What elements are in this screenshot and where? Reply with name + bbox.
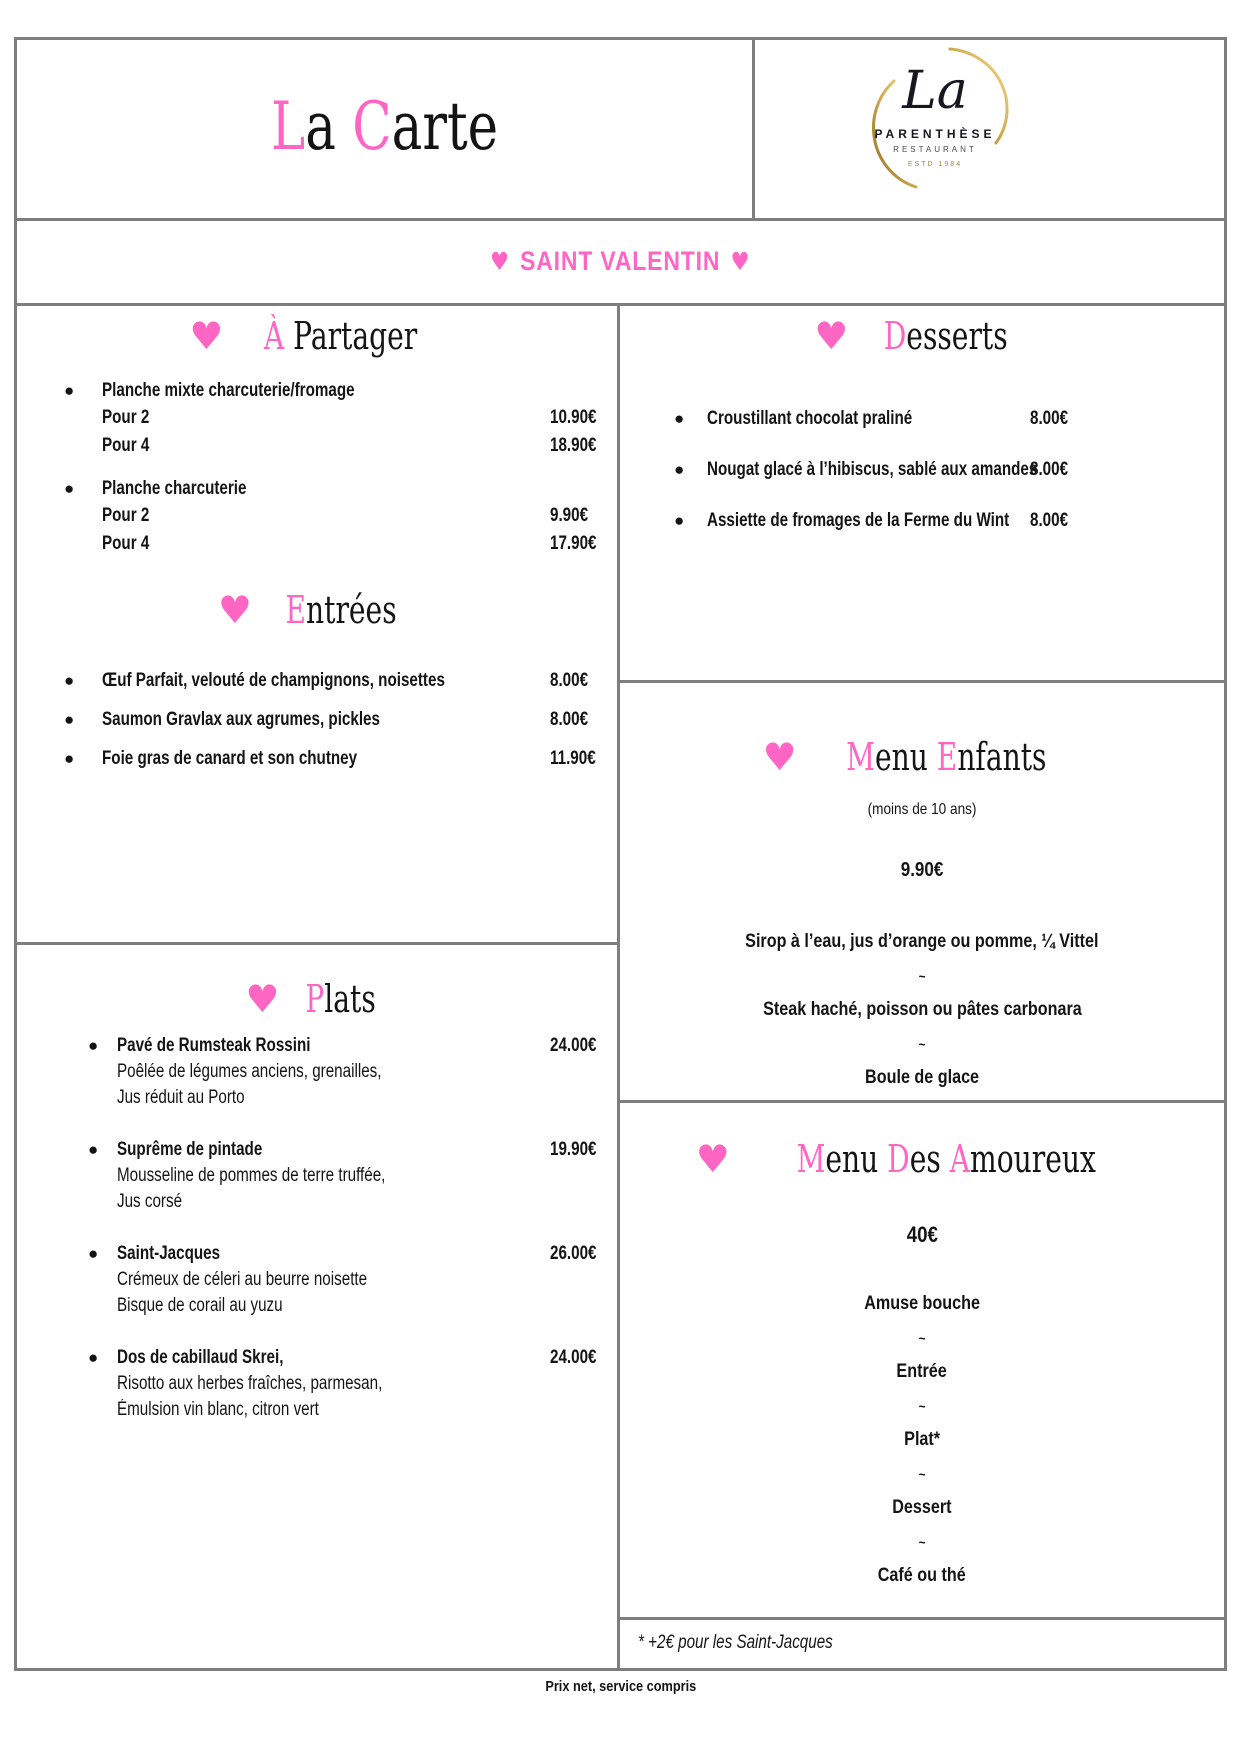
item-price: 8.00€	[550, 670, 589, 691]
header-logo-box	[752, 37, 1227, 221]
bullet-icon: ●	[88, 1348, 99, 1367]
separator-tilde: ~	[918, 1330, 926, 1346]
heart-icon: ♥	[814, 313, 849, 358]
section-menu-enfants-box	[617, 680, 1227, 1103]
heart-icon: ♥	[189, 313, 224, 358]
header-title-box	[14, 37, 755, 221]
bullet-icon: ●	[64, 381, 75, 400]
logo-subtitle: RESTAURANT	[893, 145, 977, 154]
bullet-icon: ●	[64, 479, 75, 498]
restaurant-logo	[860, 45, 1010, 195]
menu-item	[17, 476, 617, 558]
item-subline: Crémeux de céleri au beurre noisette	[117, 1269, 368, 1290]
separator-tilde: ~	[918, 1466, 926, 1482]
heart-icon: ♥	[490, 247, 511, 276]
menu-enfants-price: 9.90€	[900, 859, 944, 881]
section-plats-box	[14, 942, 620, 1671]
bullet-icon: ●	[64, 671, 75, 690]
item-price: 9.90€	[550, 505, 589, 526]
item-name: Saumon Gravlax aux agrumes, pickles	[102, 709, 380, 730]
desserts-items	[620, 406, 1224, 534]
heart-icon: ♥	[730, 247, 751, 276]
menu-item	[17, 378, 617, 460]
section-heading-entrees	[17, 582, 617, 636]
menu-item	[17, 707, 617, 733]
item-price: 8.00€	[550, 709, 589, 730]
menu-amoureux-price: 40€	[906, 1222, 938, 1247]
menu-item	[17, 1345, 617, 1423]
item-name: Œuf Parfait, velouté de champignons, noisettes	[102, 670, 445, 691]
item-price: 26.00€	[550, 1243, 597, 1264]
footer-note: Prix net, service compris	[545, 1678, 696, 1695]
section-menu-amoureux-box	[617, 1100, 1227, 1620]
item-name: Planche charcuterie	[102, 478, 247, 499]
menu-line: Café ou thé	[878, 1565, 966, 1586]
item-price: 10.90€	[550, 407, 597, 428]
menu-line: Steak haché, poisson ou pâtes carbonara	[762, 999, 1082, 1020]
heart-icon: ♥	[695, 1136, 730, 1181]
section-title-text: À Partager	[264, 313, 418, 358]
section-title-text: Entrées	[285, 587, 397, 632]
section-partager-entrees-box	[14, 303, 620, 945]
plats-items	[17, 1033, 617, 1423]
section-title-text: Menu Enfants	[845, 734, 1047, 779]
item-subline: Jus corsé	[117, 1191, 183, 1212]
section-heading-menu-amoureux	[620, 1131, 1224, 1185]
item-price: 8.00€	[1030, 510, 1069, 531]
logo-established: ESTD 1984	[907, 161, 963, 168]
item-price: 8.00€	[1030, 408, 1069, 429]
item-name: Pavé de Rumsteak Rossini	[117, 1035, 311, 1056]
item-name: Nougat glacé à l’hibiscus, sablé aux amandes	[707, 459, 1038, 480]
item-subline: Mousseline de pommes de terre truffée,	[117, 1165, 386, 1186]
menu-item	[17, 1033, 617, 1111]
banner-text: SAINT VALENTIN	[520, 246, 721, 276]
section-heading-desserts	[620, 308, 1224, 362]
bullet-icon: ●	[64, 710, 75, 729]
menu-amoureux-lines	[620, 1291, 1224, 1589]
bullet-icon: ●	[674, 511, 685, 530]
item-name: Suprême de pintade	[117, 1139, 263, 1160]
menu-item	[620, 457, 1224, 483]
logo-restaurant-name: PARENTHÈSE	[874, 127, 996, 141]
item-name: Croustillant chocolat praliné	[707, 408, 913, 429]
menu-line: Sirop à l’eau, jus d’orange ou pomme, ¼ Vittel	[745, 931, 1099, 952]
menu-item	[620, 508, 1224, 534]
banner-saint-valentin	[14, 218, 1227, 306]
menu-line: Amuse bouche	[864, 1293, 980, 1314]
heart-icon: ♥	[245, 976, 280, 1021]
item-subline: Pour 4 18.90€	[102, 432, 617, 460]
section-title-text: Menu Des Amoureux	[796, 1136, 1096, 1181]
menu-line: Boule de glace	[864, 1067, 979, 1088]
menu-enfants-lines	[620, 929, 1224, 1091]
footnote-box	[617, 1617, 1227, 1671]
item-subline: Pour 2 10.90€	[102, 404, 617, 432]
bullet-icon: ●	[88, 1140, 99, 1159]
heart-icon: ♥	[762, 734, 797, 779]
separator-tilde: ~	[918, 968, 926, 984]
menu-item	[620, 406, 1224, 432]
item-name: Dos de cabillaud Skrei,	[117, 1347, 284, 1368]
banner-text-wrap	[480, 221, 761, 302]
item-subline: Pour 2 9.90€	[102, 502, 617, 530]
item-subline: Bisque de corail au yuzu	[117, 1295, 283, 1316]
section-title-text: Desserts	[884, 313, 1008, 358]
menu-item	[17, 746, 617, 772]
section-heading-partager	[17, 308, 617, 362]
menu-enfants-age-note: (moins de 10 ans)	[867, 801, 977, 818]
heart-icon: ♥	[217, 587, 252, 632]
section-title-text: Plats	[305, 976, 377, 1021]
item-name: Planche mixte charcuterie/fromage	[102, 380, 355, 401]
item-price: 18.90€	[550, 435, 597, 456]
bullet-icon: ●	[88, 1244, 99, 1263]
item-price: 8.00€	[1030, 459, 1069, 480]
footnote-text: * +2€ pour les Saint-Jacques	[638, 1632, 833, 1653]
bullet-icon: ●	[674, 460, 685, 479]
item-name: Saint-Jacques	[117, 1243, 221, 1264]
item-name: Assiette de fromages de la Ferme du Wint	[707, 510, 1010, 531]
separator-tilde: ~	[918, 1398, 926, 1414]
section-heading-menu-enfants	[620, 729, 1224, 783]
item-subline: Risotto aux herbes fraîches, parmesan,	[117, 1373, 383, 1394]
menu-line: Dessert	[892, 1497, 952, 1518]
bullet-icon: ●	[674, 409, 685, 428]
separator-tilde: ~	[918, 1036, 926, 1052]
section-title-text: La Carte	[270, 87, 499, 165]
separator-tilde: ~	[918, 1534, 926, 1550]
item-price: 11.90€	[550, 748, 596, 769]
page-title	[17, 40, 752, 213]
item-price: 24.00€	[550, 1347, 597, 1368]
logo-script-text: La	[902, 61, 968, 121]
bullet-icon: ●	[88, 1036, 99, 1055]
menu-line: Plat*	[904, 1429, 940, 1450]
item-name: Foie gras de canard et son chutney	[102, 748, 358, 769]
item-subline: Pour 4 17.90€	[102, 530, 617, 558]
item-price: 19.90€	[550, 1139, 597, 1160]
partager-items	[17, 378, 617, 558]
section-desserts-box	[617, 303, 1227, 683]
item-subline: Jus réduit au Porto	[117, 1087, 245, 1108]
menu-item	[17, 1137, 617, 1215]
menu-item	[17, 1241, 617, 1319]
bullet-icon: ●	[64, 749, 75, 768]
item-subline: Poêlée de légumes anciens, grenailles,	[117, 1061, 382, 1082]
item-price: 24.00€	[550, 1035, 597, 1056]
section-heading-plats	[17, 971, 617, 1025]
menu-item	[17, 668, 617, 694]
item-subline: Émulsion vin blanc, citron vert	[117, 1399, 319, 1420]
menu-line: Entrée	[896, 1361, 948, 1382]
entrees-items	[17, 668, 617, 772]
item-price: 17.90€	[550, 533, 597, 554]
